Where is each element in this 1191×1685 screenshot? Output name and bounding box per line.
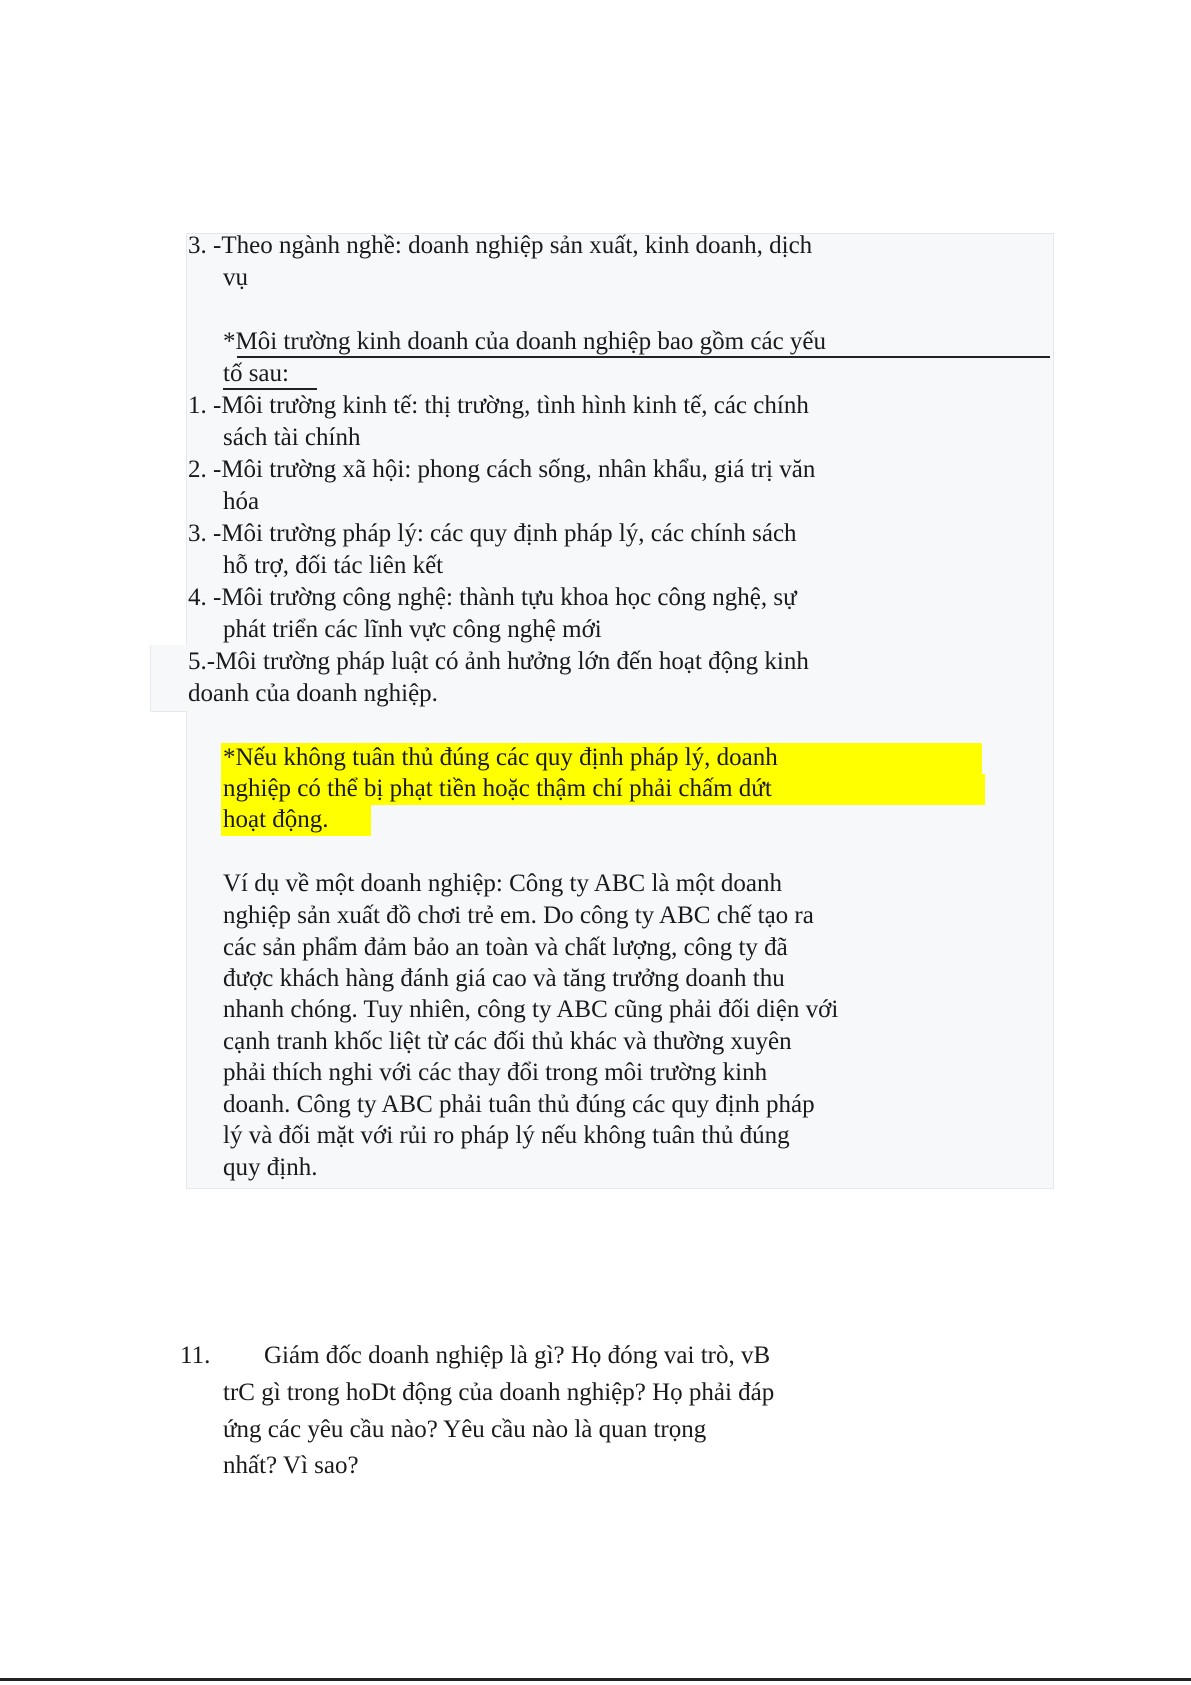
section-heading: tố sau: xyxy=(223,360,289,387)
list-item: hỗ trợ, đối tác liên kết xyxy=(223,552,444,579)
example-line: cạnh tranh khốc liệt từ các đối thủ khác và thường xuyên xyxy=(223,1028,792,1055)
question-line: Giám đốc doanh nghiệp là gì? Họ đóng vai trò, vB xyxy=(264,1342,771,1369)
list-item: 3. -Môi trường pháp lý: các quy định pháp lý, các chính sách xyxy=(188,520,797,547)
section-heading: *Môi trường kinh doanh của doanh nghiệp bao gồm các yếu xyxy=(223,328,827,355)
example-line: quy định. xyxy=(223,1154,318,1181)
question-line: trC gì trong hoDt động của doanh nghiệp? Họ phải đáp xyxy=(223,1379,775,1406)
heading-underline xyxy=(237,356,1050,358)
question-number: 11. xyxy=(180,1342,211,1369)
list-item: sách tài chính xyxy=(223,424,361,451)
list-item: 2. -Môi trường xã hội: phong cách sống, nhân khẩu, giá trị văn xyxy=(188,456,816,483)
example-line: được khách hàng đánh giá cao và tăng trưởng doanh thu xyxy=(223,965,785,992)
list-item: doanh của doanh nghiệp. xyxy=(188,680,438,707)
question-line: nhất? Vì sao? xyxy=(223,1452,359,1479)
question-line: ứng các yêu cầu nào? Yêu cầu nào là quan trọng xyxy=(223,1416,707,1443)
list-item: 4. -Môi trường công nghệ: thành tựu khoa học công nghệ, sự xyxy=(188,584,797,611)
highlighted-note-line: nghiệp có thể bị phạt tiền hoặc thậm chí phải chấm dứt xyxy=(223,775,772,802)
example-line: nhanh chóng. Tuy nhiên, công ty ABC cũng phải đối diện với xyxy=(223,996,839,1023)
example-line: các sản phẩm đảm bảo an toàn và chất lượng, công ty đã xyxy=(223,934,788,961)
example-line: phải thích nghi với các thay đổi trong môi trường kinh xyxy=(223,1059,768,1086)
list-item: 5.-Môi trường pháp luật có ảnh hưởng lớn đến hoạt động kinh xyxy=(188,648,809,675)
list-item: phát triển các lĩnh vực công nghệ mới xyxy=(223,616,602,643)
paragraph-line: vụ xyxy=(223,264,248,291)
highlighted-note-line: *Nếu không tuân thủ đúng các quy định pháp lý, doanh xyxy=(223,744,778,771)
example-line: lý và đối mặt với rủi ro pháp lý nếu không tuân thủ đúng xyxy=(223,1122,790,1149)
highlighted-note-line: hoạt động. xyxy=(223,806,329,833)
list-item: 1. -Môi trường kinh tế: thị trường, tình hình kinh tế, các chính xyxy=(188,392,809,419)
example-line: doanh. Công ty ABC phải tuân thủ đúng các quy định pháp xyxy=(223,1091,815,1118)
paragraph-line: 3. -Theo ngành nghề: doanh nghiệp sản xuất, kinh doanh, dịch xyxy=(188,232,813,259)
list-item: hóa xyxy=(223,488,260,515)
example-line: Ví dụ về một doanh nghiệp: Công ty ABC là một doanh xyxy=(223,870,782,897)
page-bottom-edge xyxy=(0,1678,1191,1681)
example-line: nghiệp sản xuất đồ chơi trẻ em. Do công ty ABC chế tạo ra xyxy=(223,902,814,929)
